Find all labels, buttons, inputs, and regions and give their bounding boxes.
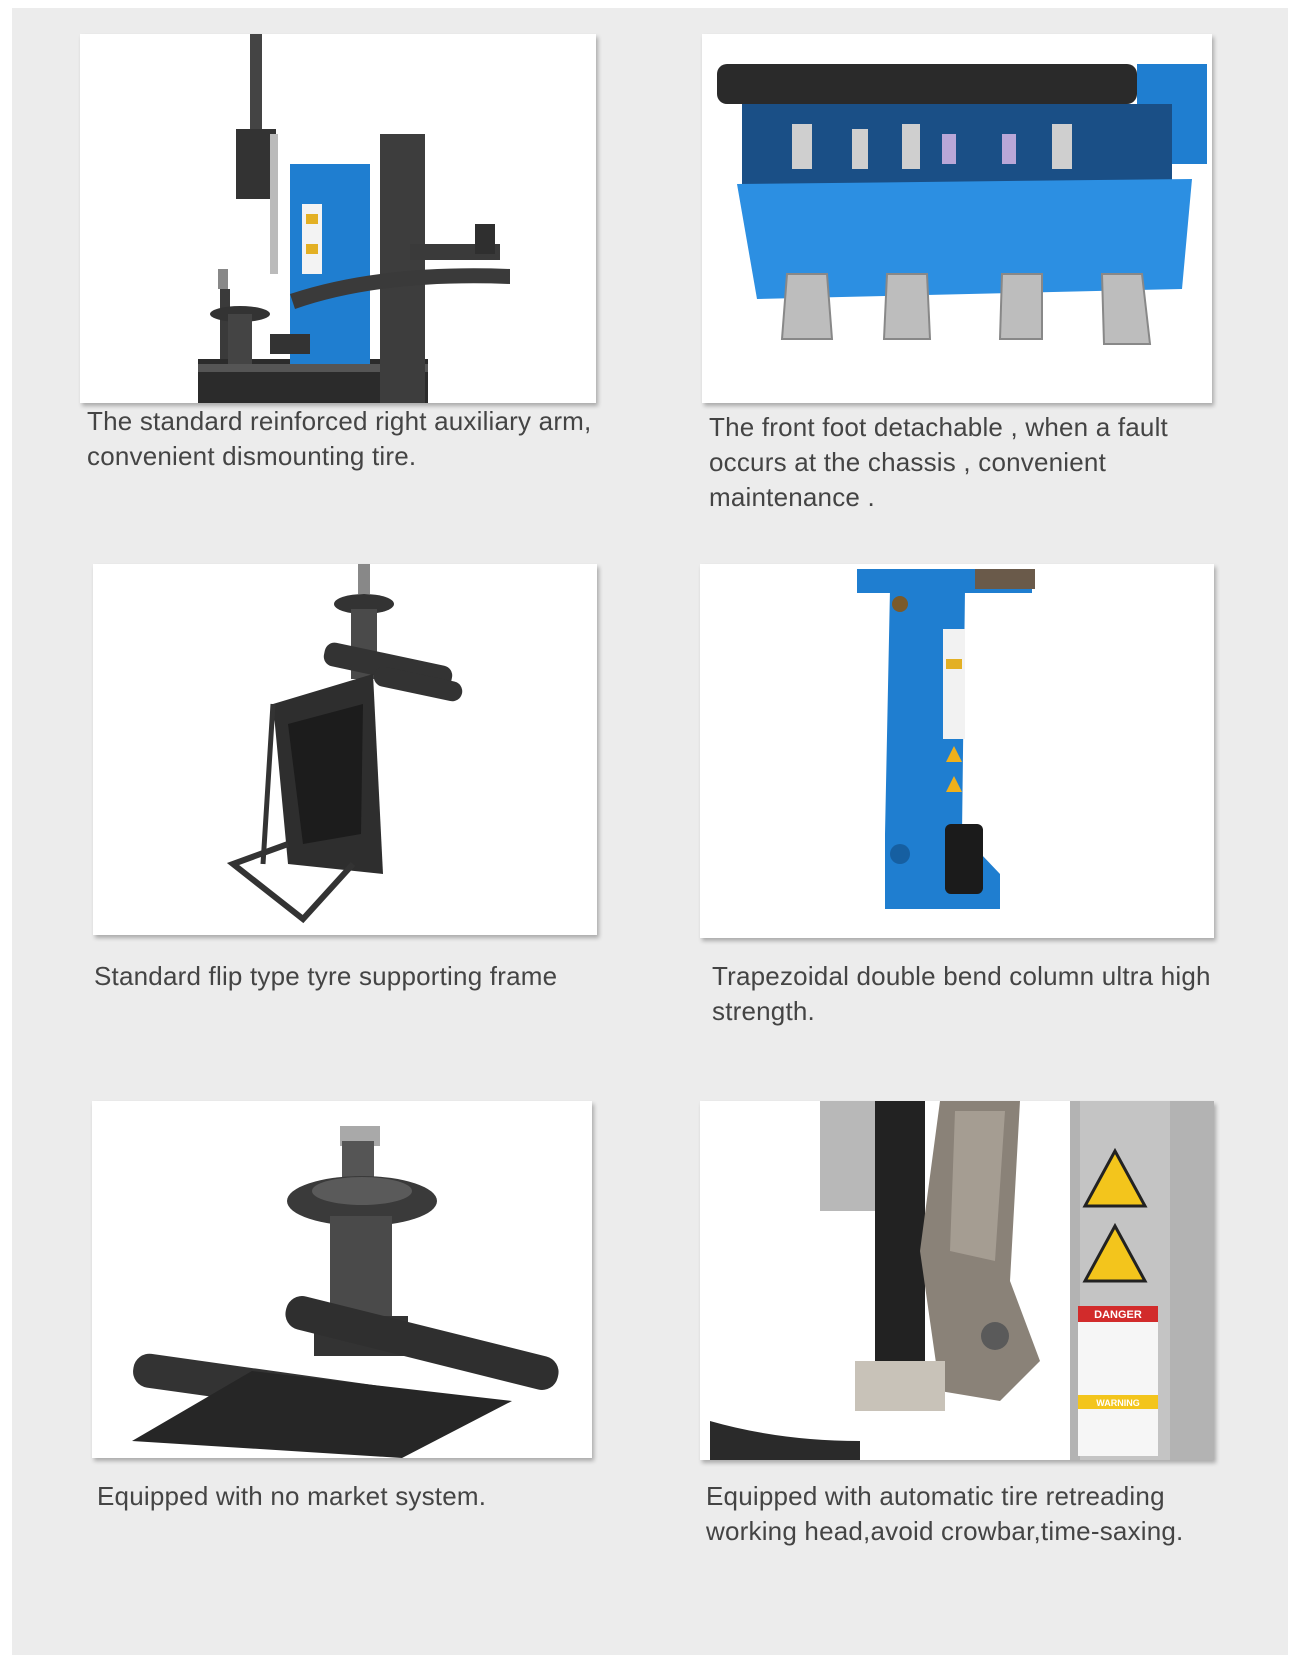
- caption-supporting-frame: Standard flip type tyre supporting frame: [94, 961, 558, 991]
- danger-label: DANGER: [1094, 1309, 1142, 1321]
- caption-blue-column: Trapezoidal double bend column ultra high strength.: [712, 961, 1211, 1026]
- caption-turntable-clamp: Equipped with no market system.: [97, 1481, 487, 1511]
- photo-turntable-clamp: [92, 1101, 592, 1458]
- photo-supporting-frame: [93, 564, 597, 935]
- supporting-frame-illustration: [93, 564, 597, 935]
- mounting-head-illustration: [700, 1101, 1214, 1460]
- photo-blue-column: [700, 564, 1214, 938]
- caption-auxiliary-arm: The standard reinforced right auxiliary arm, convenient dismounting tire.: [87, 406, 592, 471]
- blue-column-illustration: [700, 564, 1214, 938]
- caption-mounting-head: Equipped with automatic tire retreading working head,avoid crowbar,time-saxing.: [706, 1481, 1184, 1546]
- photo-mounting-head: [700, 1101, 1214, 1460]
- photo-foot-pedals: [702, 34, 1212, 403]
- foot-pedal-illustration: [702, 34, 1212, 403]
- caption-foot-pedals: The front foot detachable , when a fault occurs at the chassis , convenient maintenance .: [709, 412, 1168, 512]
- turntable-clamp-illustration: [92, 1101, 592, 1458]
- warning-label: WARNING: [1096, 1398, 1140, 1408]
- photo-auxiliary-arm: [80, 34, 596, 403]
- auxiliary-arm-illustration: [80, 34, 596, 403]
